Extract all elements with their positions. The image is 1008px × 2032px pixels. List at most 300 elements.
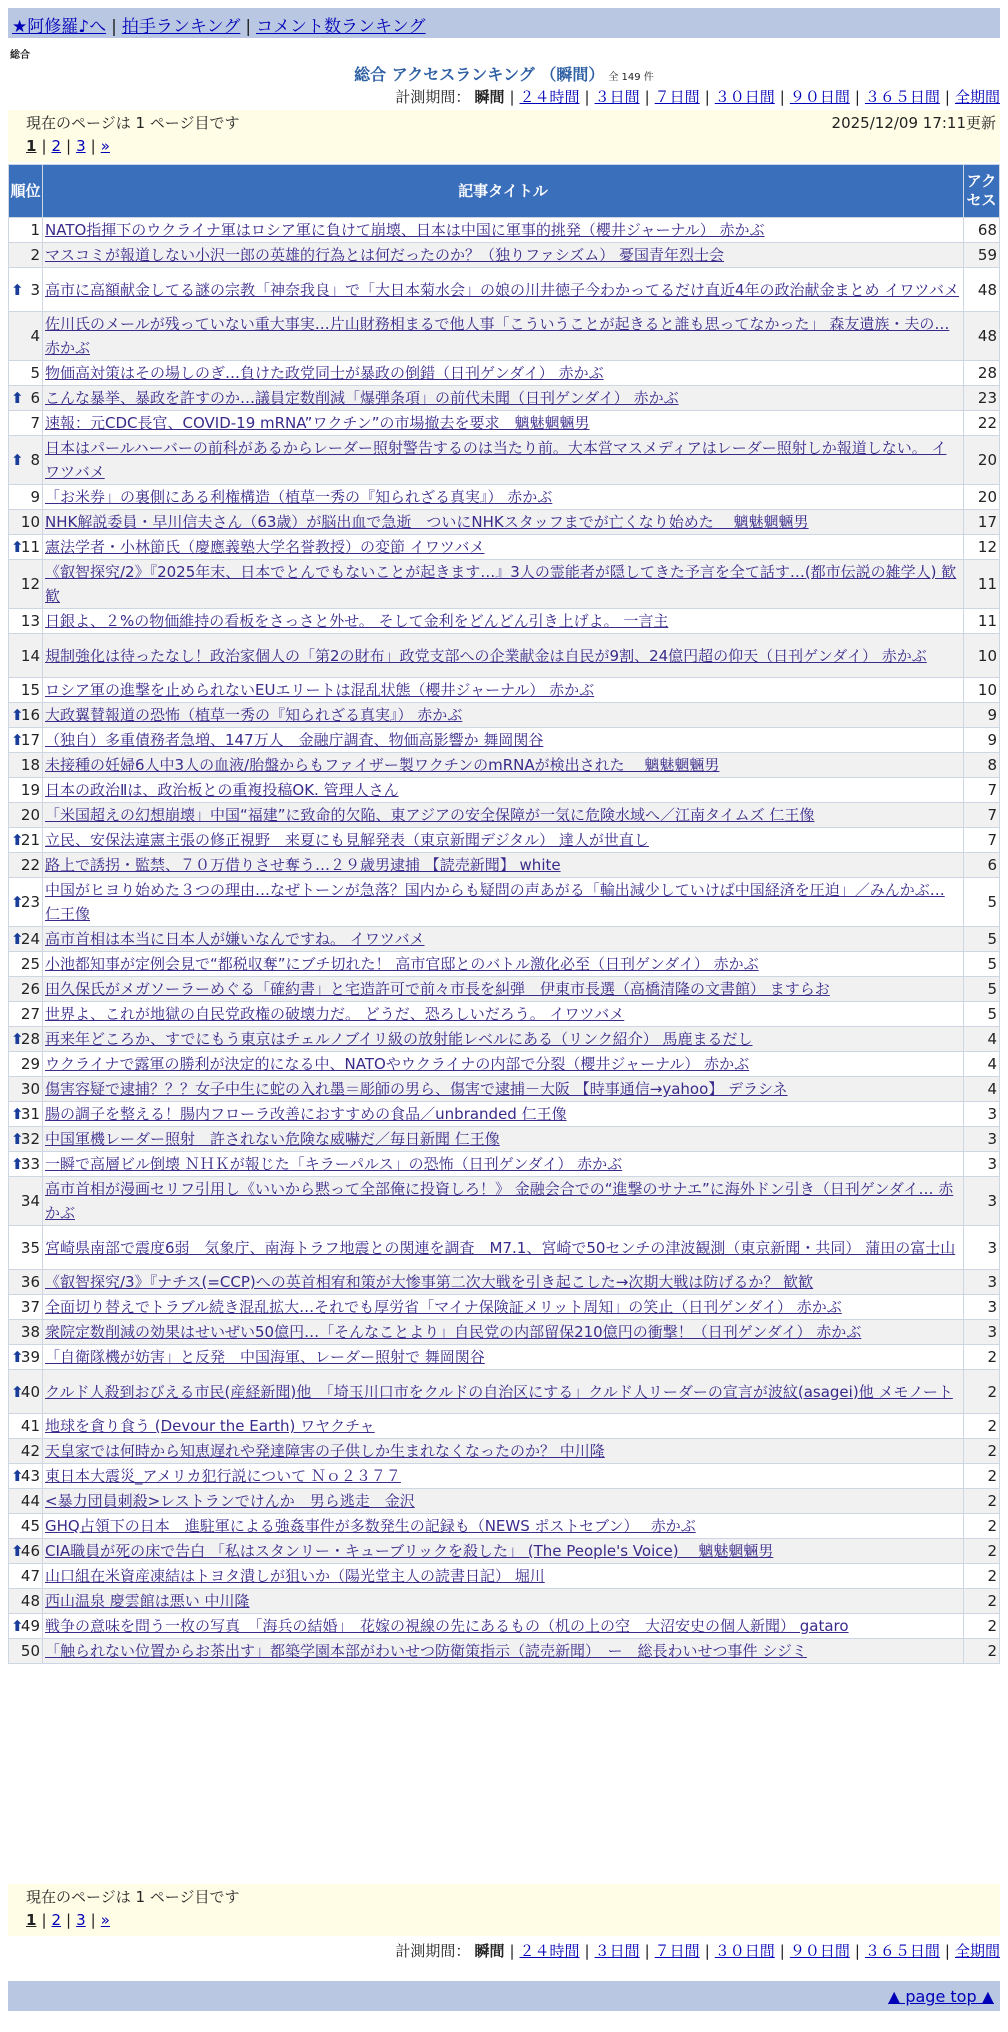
title-cell: [43, 386, 964, 411]
period-option-link[interactable]: 全期間: [954, 88, 1000, 106]
article-link[interactable]: 物価高対策はその場しのぎ…負けた政党同士が暴政の倒錯（日刊ゲンダイ） 赤かぶ: [45, 364, 604, 382]
access-count: 2: [964, 1514, 1000, 1539]
ranking-title: 総合 アクセスランキング （瞬間）: [354, 65, 605, 84]
table-row: [9, 678, 1000, 703]
title-cell: [43, 436, 964, 485]
rank-cell: [9, 609, 43, 634]
title-cell: [43, 1027, 964, 1052]
title-cell: [43, 1002, 964, 1027]
article-link[interactable]: 《叡智探究/3》『ナチス(=CCP)への英首相宥和策が大惨事第二次大戦を引き起こした→次期大戦は防げるか？ 歓歓: [45, 1273, 814, 1291]
access-count: 20: [964, 485, 1000, 510]
table-row: [9, 1639, 1000, 1664]
table-row: [9, 436, 1000, 485]
article-link[interactable]: 腸の調子を整える！腸内フローラ改善におすすめの食品／unbranded 仁王像: [45, 1105, 567, 1123]
update-timestamp: 2025/12/09 17:11更新: [831, 114, 996, 132]
access-column-header: アクセス: [964, 165, 1000, 218]
rank-number: 13: [20, 612, 40, 630]
period-option-link[interactable]: ７日間: [654, 1942, 700, 1960]
article-link[interactable]: こんな暴挙、暴政を許すのか…議員定数削減「爆弾条項」の前代未聞（日刊ゲンダイ） 赤かぶ: [45, 389, 679, 407]
rank-cell: [9, 728, 43, 753]
article-link[interactable]: 「自衛隊機が妨害」と反発 中国海軍、レーダー照射で 舞岡関谷: [45, 1348, 485, 1366]
rank-number: 5: [30, 364, 40, 382]
rank-number: 24: [20, 930, 40, 948]
table-row: [9, 386, 1000, 411]
page-separator: |: [90, 137, 96, 155]
article-link[interactable]: 西山温泉 慶雲館は悪い 中川隆: [45, 1592, 250, 1610]
title-cell: [43, 1052, 964, 1077]
rank-cell: [9, 1489, 43, 1514]
table-row: [9, 1027, 1000, 1052]
nav-separator: |: [245, 17, 252, 37]
access-count: 2: [964, 1614, 1000, 1639]
access-count: 3: [964, 1226, 1000, 1270]
period-separator: |: [944, 88, 950, 106]
period-option-link[interactable]: ２４時間: [519, 1942, 580, 1960]
pager-bottom: [8, 1884, 1000, 1936]
article-link[interactable]: GHQ占領下の日本 進駐軍による強姦事件が多数発生の記録も（NEWS ポストセブン） 赤かぶ: [45, 1517, 696, 1535]
table-row: [9, 828, 1000, 853]
access-count: 3: [964, 1152, 1000, 1177]
period-current: 瞬間: [474, 1942, 505, 1960]
access-count: 3: [964, 1270, 1000, 1295]
rank-up-arrow-icon: ⬆: [11, 893, 24, 911]
period-separator: |: [584, 1942, 590, 1960]
article-link[interactable]: 大政翼賛報道の恐怖（植草一秀の『知られざる真実』） 赤かぶ: [45, 706, 463, 724]
rank-up-arrow-icon: ⬆: [11, 930, 24, 948]
table-row: [9, 1052, 1000, 1077]
article-link[interactable]: 天皇家では何時から知恵遅れや発達障害の子供しか生まれなくなったのか？ 中川隆: [45, 1442, 605, 1460]
article-link[interactable]: 東日本大震災_アメリカ犯行説について Ｎｏ２３７７: [45, 1467, 401, 1485]
access-count: 2: [964, 1370, 1000, 1414]
table-row: [9, 703, 1000, 728]
title-cell: [43, 1539, 964, 1564]
access-count: 2: [964, 1539, 1000, 1564]
rank-cell: [9, 510, 43, 535]
rank-number: 22: [20, 856, 40, 874]
title-cell: [43, 1077, 964, 1102]
table-row: [9, 803, 1000, 828]
bottom-bar: [8, 1981, 1000, 2011]
access-count: 2: [964, 1639, 1000, 1664]
page-link[interactable]: 3: [76, 137, 86, 155]
article-link[interactable]: 高市首相は本当に日本人が嫌いなんですね。 イワツバメ: [45, 930, 425, 948]
rank-number: 35: [20, 1238, 40, 1257]
table-row: [9, 1177, 1000, 1226]
rank-number: 30: [20, 1080, 40, 1098]
article-link[interactable]: 田久保氏がメガソーラーめぐる「確約書」と宅造許可で前々市長を糾弾 伊東市長選（高橋清隆の文書館） ますらお: [45, 980, 830, 998]
rank-cell: [9, 1320, 43, 1345]
rank-up-arrow-icon: ⬆: [11, 538, 24, 556]
article-link[interactable]: 高市首相が漫画セリフ引用し《いいから黙って全部俺に投資しろ！》 金融会合での“進撃のサナエ”に海外ドン引き（日刊ゲンダイ… 赤かぶ: [45, 1180, 954, 1222]
home-link[interactable]: ★阿修羅♪へ: [12, 17, 107, 37]
rank-cell: [9, 927, 43, 952]
rank-cell: [9, 1589, 43, 1614]
table-row: [9, 728, 1000, 753]
rank-cell: [9, 878, 43, 927]
title-column-header: 記事タイトル: [43, 165, 964, 218]
period-option-link[interactable]: ３０日間: [714, 1942, 775, 1960]
page-separator: |: [41, 137, 47, 155]
rank-number: 2: [30, 246, 40, 264]
period-option-link[interactable]: ２４時間: [519, 88, 580, 106]
title-cell: [43, 510, 964, 535]
rank-number: 10: [20, 513, 40, 531]
title-cell: [43, 268, 964, 312]
title-cell: [43, 1270, 964, 1295]
applause-ranking-link[interactable]: 拍手ランキング: [121, 17, 241, 37]
table-row: [9, 560, 1000, 609]
title-cell: [43, 853, 964, 878]
rank-cell: [9, 535, 43, 560]
title-cell: [43, 361, 964, 386]
table-row: [9, 1539, 1000, 1564]
article-link[interactable]: 高市に高額献金してる謎の宗教「神奈我良」で「大日本菊水会」の娘の川井徳子今わかってるだけ直近4年の政治献金まとめ イワツバメ: [45, 280, 960, 299]
page-separator: |: [66, 1911, 72, 1929]
access-count: 48: [964, 268, 1000, 312]
table-row: [9, 977, 1000, 1002]
article-link[interactable]: 日本の政治Ⅱは、政治板との重複投稿OK. 管理人さん: [45, 781, 399, 799]
rank-cell: [9, 218, 43, 243]
title-cell: [43, 535, 964, 560]
rank-up-arrow-icon: ⬆: [11, 831, 24, 849]
rank-number: 46: [20, 1542, 40, 1560]
table-row: [9, 1345, 1000, 1370]
access-count: 12: [964, 535, 1000, 560]
rank-cell: [9, 1539, 43, 1564]
table-row: [9, 634, 1000, 678]
period-option-link[interactable]: 全期間: [954, 1942, 1000, 1960]
article-link[interactable]: 戦争の意味を問う一枚の写真 「海兵の結婚」 花嫁の視線の先にあるもの（机の上の空 大沼安史の個人新聞） gataro: [45, 1617, 849, 1635]
article-link[interactable]: 「米国超えの幻想崩壊」中国“福建”に致命的欠陥、東アジアの安全保障が一気に危険水域へ／江南タイムズ 仁王像: [45, 806, 815, 824]
article-link[interactable]: 「お米券」の裏側にある利権構造（植草一秀の『知られざる真実』） 赤かぶ: [45, 488, 553, 506]
table-row: [9, 1295, 1000, 1320]
rank-cell: [9, 386, 43, 411]
rank-number: 16: [20, 706, 40, 724]
period-separator: |: [584, 88, 590, 106]
rank-number: 41: [20, 1417, 40, 1435]
rank-number: 4: [30, 327, 40, 345]
rank-up-arrow-icon: ⬆: [11, 389, 24, 407]
access-count: 3: [964, 1127, 1000, 1152]
pager-top: [8, 110, 1000, 162]
access-count: 5: [964, 952, 1000, 977]
title-cell: [43, 1489, 964, 1514]
rank-up-arrow-icon: ⬆: [11, 1030, 24, 1048]
period-separator: |: [704, 88, 710, 106]
article-link[interactable]: 小池都知事が定例会見で“都税収奪”にブチ切れた！ 高市官邸とのバトル激化必至（日刊ゲンダイ） 赤かぶ: [45, 955, 759, 973]
access-count: 3: [964, 1102, 1000, 1127]
rank-cell: [9, 1077, 43, 1102]
period-option-link[interactable]: ３日間: [594, 88, 640, 106]
title-cell: [43, 1320, 964, 1345]
title-cell: [43, 778, 964, 803]
table-row: [9, 1002, 1000, 1027]
ranking-table: [8, 164, 1000, 1664]
article-link[interactable]: 日銀よ、２%の物価維持の看板をさっさと外せ。 そして金利をどんどん引き上げよ。 一言主: [45, 612, 669, 630]
title-cell: [43, 977, 964, 1002]
access-count: 2: [964, 1489, 1000, 1514]
nav-separator: |: [111, 17, 117, 37]
rank-cell: [9, 703, 43, 728]
page-link[interactable]: 3: [76, 1911, 86, 1929]
table-row: [9, 1152, 1000, 1177]
page-link[interactable]: 2: [51, 1911, 62, 1929]
table-row: [9, 1226, 1000, 1270]
period-option-link[interactable]: ９０日間: [789, 88, 850, 106]
item-count: 全 149 件: [608, 72, 654, 83]
rank-cell: [9, 977, 43, 1002]
title-cell: [43, 927, 964, 952]
rank-cell: [9, 1370, 43, 1414]
article-link[interactable]: <暴力団員刺殺>レストランでけんか 男ら逃走 金沢: [45, 1492, 415, 1510]
period-option-link[interactable]: ７日間: [654, 88, 700, 106]
rank-number: 29: [20, 1055, 40, 1073]
rank-cell: [9, 952, 43, 977]
article-link[interactable]: 再来年どころか、すでにもう東京はチェルノブイリ級の放射能レベルにある（リンク紹介） 馬鹿まるだし: [45, 1030, 753, 1048]
next-page-link[interactable]: »: [100, 1911, 110, 1929]
rank-number: 33: [20, 1155, 40, 1173]
table-header-row: [9, 165, 1000, 218]
access-count: 4: [964, 1052, 1000, 1077]
rank-cell: [9, 1414, 43, 1439]
rank-up-arrow-icon: ⬆: [11, 1155, 24, 1173]
article-link[interactable]: 世界よ、これが地獄の自民党政権の破壊力だ。 どうだ、恐ろしいだろう。 イワツバメ: [45, 1005, 625, 1023]
article-link[interactable]: 路上で誘拐・監禁、７０万借りさせ奪う…２９歳男逮捕 【読売新聞】 white: [45, 856, 561, 874]
title-cell: [43, 634, 964, 678]
title-cell: [43, 952, 964, 977]
access-count: 8: [964, 753, 1000, 778]
title-cell: [43, 609, 964, 634]
rank-number: 27: [20, 1005, 40, 1023]
table-row: [9, 312, 1000, 361]
rank-number: 25: [20, 955, 40, 973]
article-link[interactable]: 宮崎県南部で震度6弱 気象庁、南海トラフ地震との関連を調査 M7.1、宮崎で50センチの津波観測（東京新聞・共同） 蒲田の富士山: [45, 1238, 956, 1257]
rank-cell: [9, 828, 43, 853]
rank-cell: [9, 1052, 43, 1077]
rank-cell: [9, 1152, 43, 1177]
article-link[interactable]: 速報：元CDC長官、COVID-19 mRNA”ワクチン”の市場撤去を要求 魑魅魍魎男: [45, 414, 590, 432]
table-row: [9, 927, 1000, 952]
period-separator: |: [944, 1942, 950, 1960]
access-count: 7: [964, 828, 1000, 853]
rank-number: 48: [20, 1592, 40, 1610]
page-status: 現在のページは 1 ページ目です: [26, 114, 240, 132]
period-option-link[interactable]: ３６５日間: [864, 1942, 940, 1960]
rank-cell: [9, 1345, 43, 1370]
table-row: [9, 1589, 1000, 1614]
article-link[interactable]: 衆院定数削減の効果はせいぜい50億円…「そんなことより」自民党の内部留保210億円の衝撃！（日刊ゲンダイ） 赤かぶ: [45, 1323, 862, 1341]
rank-cell: [9, 1514, 43, 1539]
rank-cell: [9, 411, 43, 436]
title-cell: [43, 218, 964, 243]
table-row: [9, 1077, 1000, 1102]
category-label: 総合: [10, 50, 30, 61]
article-link[interactable]: （独自）多重債務者急増、147万人 金融庁調査、物価高影響か 舞岡関谷: [45, 731, 544, 749]
article-link[interactable]: NHK解説委員・早川信夫さん（63歳）が脳出血で急逝 ついにNHKスタッフまでが亡くなり始めた 魑魅魍魎男: [45, 513, 809, 531]
rank-number: 32: [20, 1130, 40, 1148]
article-link[interactable]: 中国軍機レーダー照射 許されない危険な威嚇だ／毎日新聞 仁王像: [45, 1130, 500, 1148]
table-row: [9, 1489, 1000, 1514]
access-count: 6: [964, 853, 1000, 878]
title-cell: [43, 803, 964, 828]
table-row: [9, 361, 1000, 386]
period-separator: |: [644, 1942, 650, 1960]
access-count: 20: [964, 436, 1000, 485]
rank-number: 11: [20, 538, 40, 556]
article-link[interactable]: 中国がヒヨり始めた３つの理由…なぜトーンが急落？国内からも疑問の声あがる「輸出減少していけば中国経済を圧迫」／みんかぶ… 仁王像: [45, 881, 945, 923]
table-row: [9, 952, 1000, 977]
rank-cell: [9, 1027, 43, 1052]
table-row: [9, 753, 1000, 778]
access-count: 7: [964, 778, 1000, 803]
rank-number: 21: [20, 831, 40, 849]
article-link[interactable]: 憲法学者・小林節氏（慶應義塾大学名誉教授）の変節 イワツバメ: [45, 538, 485, 556]
rank-cell: [9, 803, 43, 828]
article-link[interactable]: クルド人殺到おびえる市民(産経新聞)他 「埼玉川口市をクルドの自治区にする」クルド人リーダーの宣言が波紋(asagei)他 メモノート: [45, 1382, 953, 1401]
article-link[interactable]: 「触られない位置からお茶出す」都築学園本部がわいせつ防衛策指示（読売新聞） ー 総長わいせつ事件 シジミ: [45, 1642, 807, 1660]
access-count: 3: [964, 1295, 1000, 1320]
rank-number: 9: [30, 488, 40, 506]
access-count: 9: [964, 703, 1000, 728]
article-link[interactable]: 地球を貪り食う (Devour the Earth) ワヤクチャ: [45, 1417, 375, 1435]
rank-cell: [9, 753, 43, 778]
rank-cell: [9, 853, 43, 878]
period-separator: |: [854, 1942, 860, 1960]
access-count: 4: [964, 1027, 1000, 1052]
rank-cell: [9, 1464, 43, 1489]
rank-cell: [9, 1102, 43, 1127]
rank-up-arrow-icon: ⬆: [11, 1130, 24, 1148]
table-row: [9, 1614, 1000, 1639]
title-cell: [43, 560, 964, 609]
article-link[interactable]: 佐川氏のメールが残っていない重大事実…片山財務相まるで他人事「こういうことが起きると誰も思ってなかった」 森友遺族・夫の… 赤かぶ: [45, 315, 950, 357]
rank-number: 15: [20, 681, 40, 699]
table-row: [9, 1370, 1000, 1414]
rank-number: 8: [30, 451, 40, 469]
table-row: [9, 268, 1000, 312]
article-link[interactable]: CIA職員が死の床で告白 「私はスタンリー・キューブリックを殺した」 (The People's Voice) 魑魅魍魎男: [45, 1542, 774, 1560]
current-page: 1: [26, 1911, 37, 1929]
access-count: 48: [964, 312, 1000, 361]
rank-number: 31: [20, 1105, 40, 1123]
table-row: [9, 853, 1000, 878]
rank-cell: [9, 1177, 43, 1226]
access-count: 59: [964, 243, 1000, 268]
table-row: [9, 218, 1000, 243]
access-count: 9: [964, 728, 1000, 753]
rank-up-arrow-icon: ⬆: [11, 451, 24, 469]
table-row: [9, 878, 1000, 927]
rank-number: 12: [20, 575, 40, 593]
rank-number: 23: [20, 893, 40, 911]
page-separator: |: [66, 137, 72, 155]
title-cell: [43, 1177, 964, 1226]
rank-number: 26: [20, 980, 40, 998]
rank-number: 19: [20, 781, 40, 799]
title-cell: [43, 703, 964, 728]
page-separator: |: [41, 1911, 47, 1929]
table-row: [9, 510, 1000, 535]
article-link[interactable]: NATO指揮下のウクライナ軍はロシア軍に負けて崩壊、日本は中国に軍事的挑発（櫻井ジャーナル） 赤かぶ: [45, 221, 765, 239]
article-link[interactable]: 傷害容疑で逮捕？？？女子中生に蛇の入れ墨＝彫師の男ら、傷害で逮捕－大阪 【時事通信→yahoo】 デラシネ: [45, 1080, 788, 1098]
title-cell: [43, 1614, 964, 1639]
article-link[interactable]: 未接種の妊婦6人中3人の血液/胎盤からもファイザー製ワクチンのmRNAが検出された 魑魅魍魎男: [45, 756, 720, 774]
table-row: [9, 1414, 1000, 1439]
table-row: [9, 1514, 1000, 1539]
page-title: [0, 62, 1008, 85]
rank-up-arrow-icon: ⬆: [11, 1105, 24, 1123]
rank-up-arrow-icon: ⬆: [11, 1467, 24, 1485]
article-link[interactable]: 規制強化は待ったなし！政治家個人の「第2の財布」政党支部への企業献金は自民が9割、24億円超の仰天（日刊ゲンダイ） 赤かぶ: [45, 646, 927, 665]
page-status: 現在のページは 1 ページ目です: [26, 1888, 240, 1906]
rank-cell: [9, 678, 43, 703]
article-link[interactable]: 《叡智探究/2》『2025年末、日本でとんでもないことが起きます…』3人の霊能者が隠してきた予言を全て話す…(都市伝説の雑学人) 歓歓: [45, 563, 957, 605]
table-row: [9, 609, 1000, 634]
title-cell: [43, 1152, 964, 1177]
period-separator: |: [509, 1942, 515, 1960]
access-count: 68: [964, 218, 1000, 243]
period-option-link[interactable]: ９０日間: [789, 1942, 850, 1960]
title-cell: [43, 1102, 964, 1127]
period-option-link[interactable]: ３日間: [594, 1942, 640, 1960]
rank-up-arrow-icon: ⬆: [11, 731, 24, 749]
rank-number: 3: [30, 280, 40, 299]
access-count: 2: [964, 1439, 1000, 1464]
rank-number: 49: [20, 1617, 40, 1635]
article-link[interactable]: ロシア軍の進撃を止められないEUエリートは混乱状態（櫻井ジャーナル） 赤かぶ: [45, 681, 595, 699]
rank-up-arrow-icon: ⬆: [11, 280, 24, 299]
article-link[interactable]: 一瞬で高層ビル倒壊 ＮＨＫが報じた「キラーパルス」の恐怖（日刊ゲンダイ） 赤かぶ: [45, 1155, 623, 1173]
rank-cell: [9, 1614, 43, 1639]
rank-number: 39: [20, 1348, 40, 1366]
article-link[interactable]: 日本はパールハーバーの前科があるからレーダー照射警告するのは当たり前。大本営マスメディアはレーダー照射しか報道しない。 イワツバメ: [45, 439, 947, 481]
rank-cell: [9, 1226, 43, 1270]
article-link[interactable]: 全面切り替えでトラブル続き混乱拡大…それでも厚労省「マイナ保険証メリット周知」の笑止（日刊ゲンダイ） 赤かぶ: [45, 1298, 842, 1316]
next-page-link[interactable]: »: [100, 137, 110, 155]
article-link[interactable]: マスコミが報道しない小沢一郎の英雄的行為とは何だったのか？（独りファシズム） 憂国青年烈士会: [45, 246, 725, 264]
title-cell: [43, 1514, 964, 1539]
title-cell: [43, 828, 964, 853]
rank-cell: [9, 312, 43, 361]
title-cell: [43, 878, 964, 927]
period-option-link[interactable]: ３０日間: [714, 88, 775, 106]
access-count: 11: [964, 560, 1000, 609]
rank-cell: [9, 1439, 43, 1464]
page-top-link[interactable]: ▲ page top ▲: [887, 1987, 994, 2006]
period-option-link[interactable]: ３６５日間: [864, 88, 940, 106]
access-count: 10: [964, 678, 1000, 703]
page-link[interactable]: 2: [51, 137, 62, 155]
article-link[interactable]: 山口組在米資産凍結はトヨタ潰しが狙いか（陽光堂主人の読書日記） 堀川: [45, 1567, 545, 1585]
title-cell: [43, 1589, 964, 1614]
article-link[interactable]: 立民、安保法違憲主張の修正視野 来夏にも見解発表（東京新聞デジタル） 達人が世直し: [45, 831, 649, 849]
rank-column-header: 順位: [9, 165, 43, 218]
rank-number: 38: [20, 1323, 40, 1341]
table-row: [9, 778, 1000, 803]
access-count: 2: [964, 1464, 1000, 1489]
rank-number: 50: [20, 1642, 40, 1660]
article-link[interactable]: ウクライナで露軍の勝利が決定的になる中、NATOやウクライナの内部で分裂（櫻井ジャーナル） 赤かぶ: [45, 1055, 750, 1073]
rank-number: 36: [20, 1273, 40, 1291]
access-count: 5: [964, 977, 1000, 1002]
table-row: [9, 1127, 1000, 1152]
rank-cell: [9, 485, 43, 510]
comment-ranking-link[interactable]: コメント数ランキング: [256, 17, 426, 37]
rank-cell: [9, 1270, 43, 1295]
access-count: 10: [964, 634, 1000, 678]
rank-up-arrow-icon: ⬆: [11, 1348, 24, 1366]
title-cell: [43, 1439, 964, 1464]
